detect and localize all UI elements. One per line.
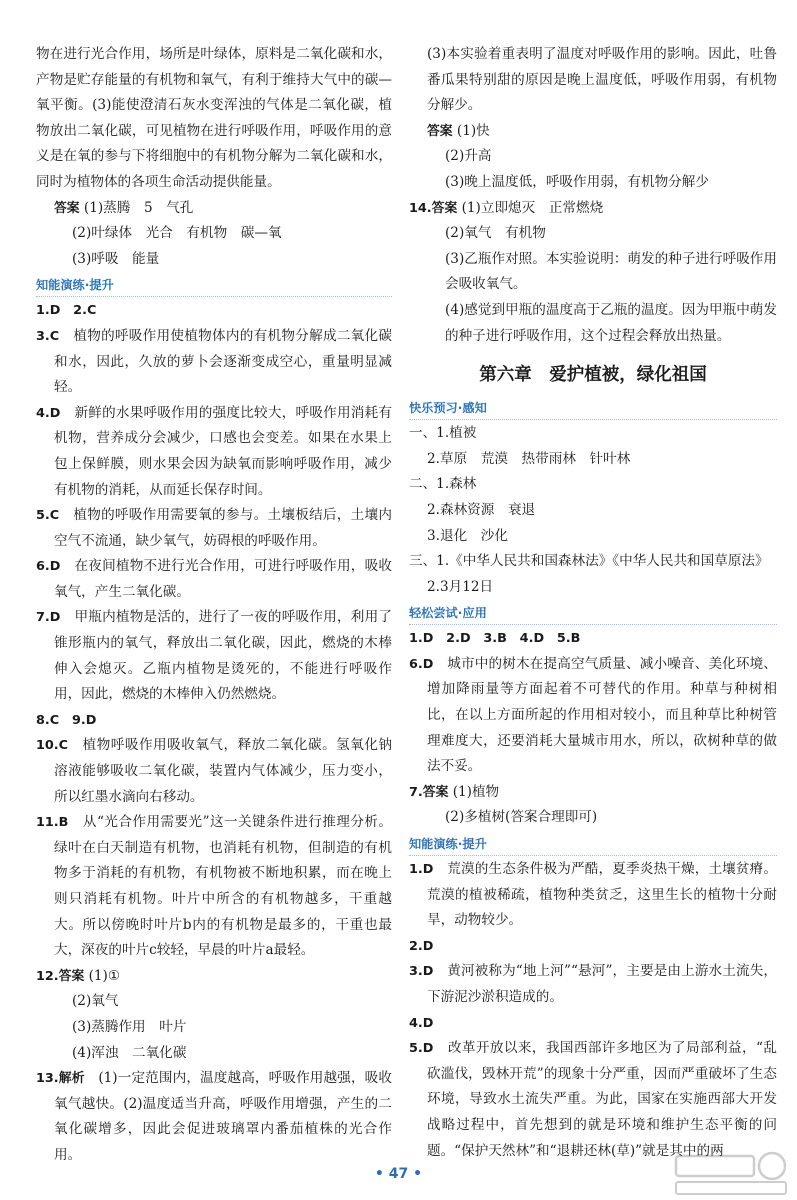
explanation: 荒漠的生态条件极为严酷，夏季炎热干燥，土壤贫瘠。荒漠的植被稀疏，植物种类贫乏，这里生长的植物十分耐旱，动物较少。 (427, 861, 778, 929)
answer-line: (3)呼吸 能量 (72, 250, 160, 267)
answer-line: (4)感觉到甲瓶的温度高于乙瓶的温度。因为甲瓶中萌发的种子进行呼吸作用，这个过程会释放出热量。 (445, 301, 777, 344)
question-number: 12. (36, 968, 59, 984)
watermark-logo (672, 1150, 790, 1198)
answer-line: (1)① (88, 967, 121, 984)
answer-line: (1)立即熄灭 正常燃烧 (461, 199, 604, 216)
answer-item (409, 959, 777, 1010)
question-number: 3.C (36, 328, 60, 344)
answer-line: 1.D 2.D 3.B 4.D 5.B (409, 631, 581, 647)
answer-line: (3)蒸腾作用 叶片 (72, 1018, 187, 1035)
right-column (409, 42, 777, 1164)
answer-line: 二、1.森林 (409, 476, 477, 493)
answer-line: (4)浑浊 二氧化碳 (72, 1044, 187, 1061)
question-number: 6.D (36, 559, 61, 575)
answer-line: 2.3月12日 (427, 578, 494, 595)
explanation: 城市中的树木在提高空气质量、减小噪音、美化环境、增加降雨量等方面起着不可替代的作用。种草与种树相比，在以上方面所起的作用相对较小，而且种草比种树管理难度大，还要消耗大量城市用水，所以，砍树种草的做法不妥。 (427, 655, 778, 775)
question-number: 5.D (409, 1041, 434, 1057)
page-number: • 47 • (374, 1166, 423, 1182)
question-number: 8.C 9.D (36, 712, 97, 728)
analysis-label: 解析 (58, 1071, 85, 1087)
answer-item (36, 298, 392, 324)
answer-line: 三、1.《中华人民共和国森林法》《中华人民共和国草原法》 (409, 553, 769, 570)
answer-line: (2)氧气 有机物 (445, 225, 546, 242)
answer-line: (2)氧气 (72, 993, 119, 1010)
paragraph: (3)本实验着重表明了温度对呼吸作用的影响。因此，吐鲁番瓜果特别甜的原因是晚上温度低，呼吸作用弱，有机物分解少。 (427, 46, 777, 114)
explanation: 从“光合作用需要光”这一关键条件进行推理分析。绿叶在白天制造有机物，也消耗有机物，但制造的有机物多于消耗的有机物，有机物被不断地积累，而在晚上则只消耗有机物。叶片中所含的有机物越多，干重越大。所以傍晚时叶片b内的有机物是最多的，干重也最大，深夜的叶片c较轻，早晨的叶片a最轻。 (54, 814, 392, 959)
explanation: 甲瓶内植物是活的，进行了一夜的呼吸作用，利用了锥形瓶内的氧气，释放出二氧化碳，因此，燃烧的木棒伸入会熄灭。乙瓶内植物是烫死的，不能进行呼吸作用，因此，燃烧的木棒伸入仍然燃烧。 (54, 609, 393, 703)
answer-line: (2)多植树(答案合理即可) (445, 809, 598, 826)
explanation: (1)一定范围内，温度越高，呼吸作用越强，吸收氧气越快。(2)温度适当升高，呼吸作用增强，产生的二氧化碳增多，因此会促进玻璃罩内番茄植株的光合作用。 (54, 1070, 392, 1163)
answer-line: 一、1.植被 (409, 425, 477, 442)
answer-line: 2.森林资源 衰退 (427, 501, 536, 518)
answer-line: (3)乙瓶作对照。本实验说明：萌发的种子进行呼吸作用会吸收氧气。 (445, 250, 777, 293)
answer-line: (1)快 (456, 122, 490, 139)
answer-item (36, 605, 392, 707)
paragraph: 物在进行光合作用，场所是叶绿体，原料是二氧化碳和水，产物是贮存能量的有机物和氧气，有利于维持大气中的碳—氧平衡。(3)能使澄清石灰水变浑浊的气体是二氧化碳，植物放出二氧化碳，可见植物在进行呼吸作用，呼吸作用的意义是在氧的参与下将细胞中的有机物分解为二氧化碳和水，同时为植物体的各项生命活动提供能量。 (36, 46, 392, 190)
question-number: 7.D (36, 610, 61, 626)
question-number: 1.D (409, 862, 434, 878)
answer-item (409, 1036, 777, 1164)
answer-label: 答案 (427, 123, 453, 139)
question-number: 4.D (36, 405, 61, 421)
section-heading: 知能演练·提升 (36, 274, 392, 297)
explanation: 改革开放以来，我国西部许多地区为了局部利益，“乱砍滥伐，毁林开荒”的现象十分严重，因而严重破坏了生态环境，导致水土流失严重。为此，国家在实施西部大开发战略过程中，首先想到的就是环境和维护生态平衡的问题。“保护天然林”和“退耕还林(草)”就是其中的两 (427, 1040, 778, 1159)
answer-item (36, 708, 392, 734)
section-heading: 轻松尝试·应用 (409, 602, 777, 625)
section-heading: 快乐预习·感知 (409, 397, 777, 420)
answer-label: 答案 (58, 968, 85, 984)
explanation: 新鲜的水果呼吸作用的强度比较大，呼吸作用消耗有机物，营养成分会减少，口感也会变差。如果在水果上包上保鲜膜，则水果会因为缺氧而影响呼吸作用，减少有机物的消耗，从而延长保存时间。 (54, 404, 393, 498)
left-column (36, 42, 392, 1169)
explanation: 植物呼吸作用吸收氧气，释放二氧化碳。氢氧化钠溶液能够吸收二氧化碳，装置内气体减少，压力变小，所以红墨水滴向右移动。 (54, 737, 393, 805)
answer-line: 4.D (409, 1015, 434, 1031)
section-heading: 知能演练·提升 (409, 833, 777, 856)
answer-item (36, 401, 392, 503)
answer-item (36, 810, 392, 964)
explanation: 黄河被称为“地上河”“悬河”，主要是由上游水土流失，下游泥沙淤积造成的。 (427, 963, 778, 1005)
answer-line: 2.D (409, 938, 434, 954)
chapter-title: 第六章 爱护植被，绿化祖国 (479, 365, 707, 386)
explanation: 植物的呼吸作用使植物体内的有机物分解成二氧化碳和水，因此，久放的萝卜会逐渐变成空心，重量明显减轻。 (54, 327, 393, 396)
question-number: 3.D (409, 964, 434, 980)
question-number: 10.C (36, 738, 69, 754)
answer-item (36, 733, 392, 810)
answer-item (409, 780, 777, 806)
question-number: 14. (409, 200, 432, 216)
answer-label: 答案 (54, 200, 80, 216)
explanation: 植物的呼吸作用需要氧的参与。土壤板结后，土壤内空气不流通，缺少氧气，妨碍根的呼吸作用。 (54, 507, 393, 549)
answer-item (409, 857, 777, 934)
answer-line: (1)蒸腾 5 气孔 (83, 199, 194, 216)
question-number: 5.C (36, 508, 60, 524)
answer-line: (2)叶绿体 光合 有机物 碳—氧 (72, 225, 282, 242)
answer-item (36, 1066, 392, 1168)
answer-line: (2)升高 (445, 148, 492, 165)
answer-item (36, 964, 392, 990)
answer-label: 答案 (431, 200, 458, 216)
answer-line: (1)植物 (452, 783, 500, 800)
answer-line: 2.草原 荒漠 热带雨林 针叶林 (427, 450, 631, 467)
explanation: 在夜间植物不进行光合作用，可进行呼吸作用，吸收氧气，产生二氧化碳。 (54, 558, 393, 600)
answer-item (36, 554, 392, 605)
question-number: 1.D 2.C (36, 303, 97, 319)
answer-line: (3)晚上温度低，呼吸作用弱，有机物分解少 (445, 173, 709, 190)
answer-line: 3.退化 沙化 (427, 527, 508, 544)
question-number: 11.B (36, 815, 69, 831)
answer-label: 答案 (422, 784, 449, 800)
question-number: 6.D (409, 656, 434, 672)
question-number: 7. (409, 784, 423, 800)
question-number: 13. (36, 1071, 59, 1087)
answer-item (409, 652, 777, 780)
answer-item (36, 503, 392, 554)
answer-item (36, 324, 392, 401)
answer-item (409, 196, 777, 222)
